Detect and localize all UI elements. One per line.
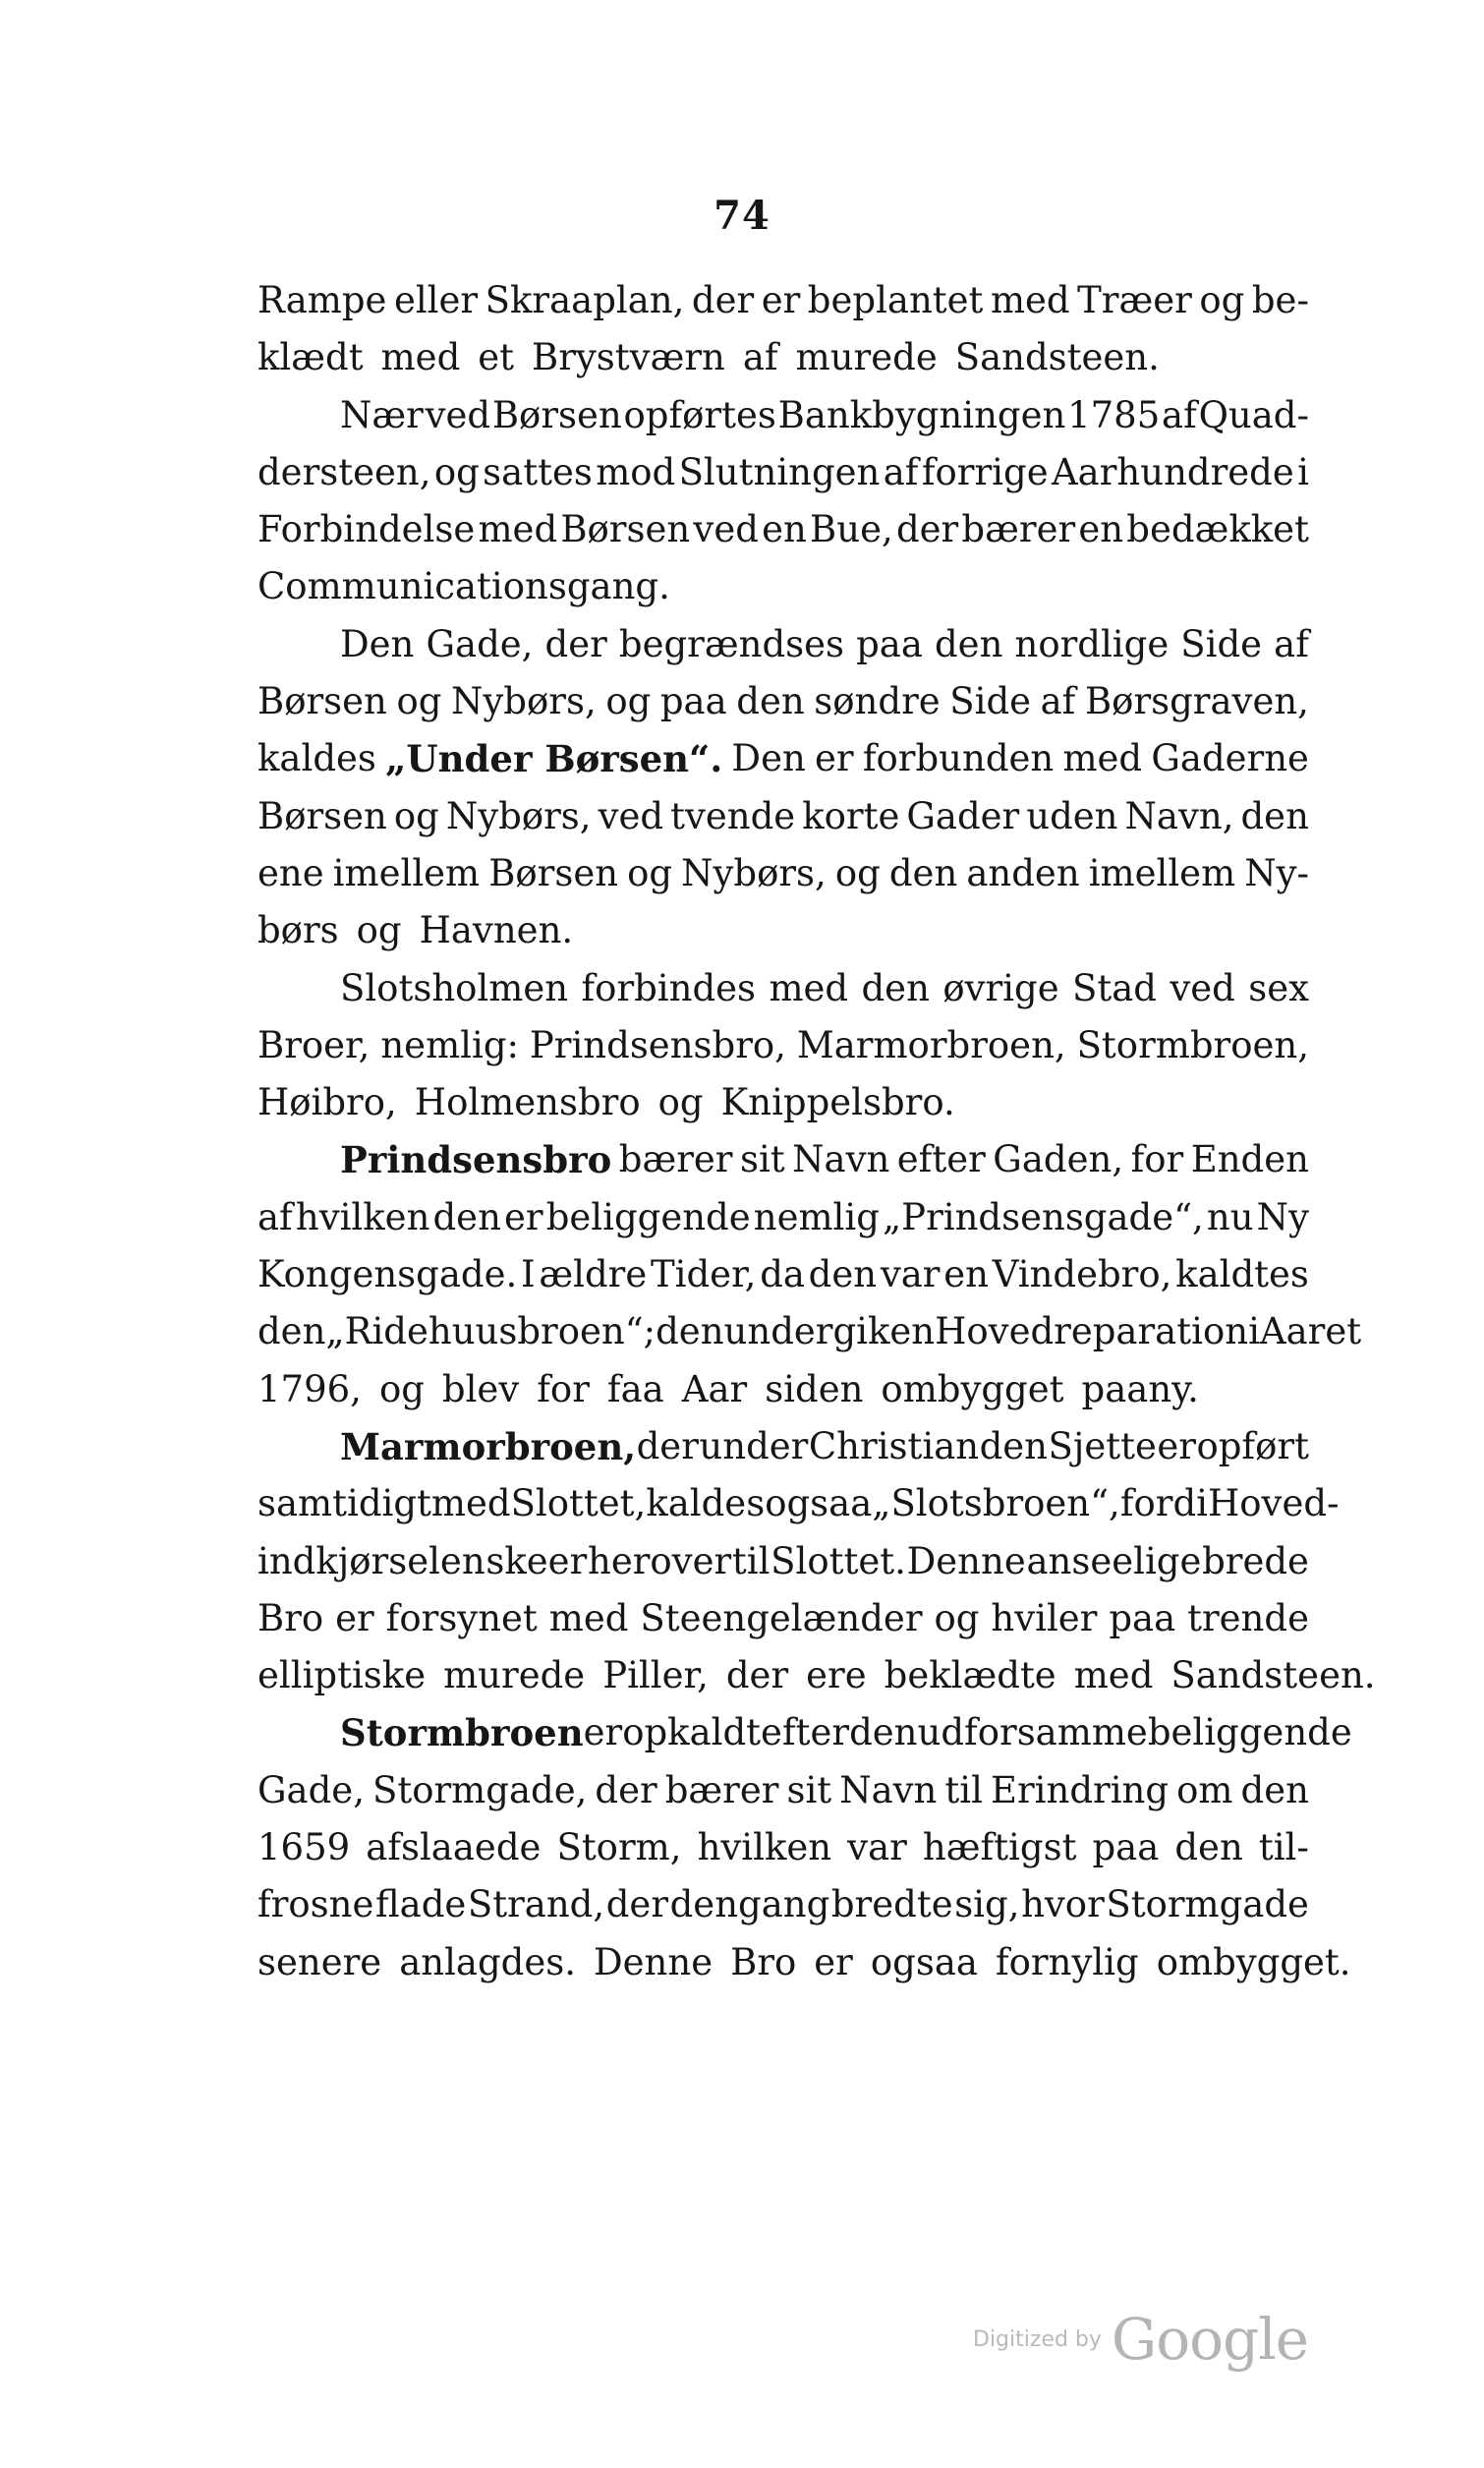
word: Denne — [906, 1539, 1026, 1582]
word: da — [760, 1253, 805, 1296]
word: sex — [1248, 966, 1309, 1009]
word: den — [1240, 1768, 1309, 1811]
word: opførtes — [623, 393, 776, 436]
word: Rampe — [257, 279, 387, 321]
word: forbindes — [581, 966, 757, 1009]
word: Aar — [681, 1367, 748, 1410]
word: paa — [1092, 1826, 1160, 1869]
word: ogsaa — [870, 1940, 978, 1983]
text-line — [257, 1475, 1340, 1532]
word: opført — [1196, 1424, 1309, 1467]
word: efter — [761, 1711, 850, 1754]
text-line — [257, 1533, 1309, 1590]
text-line — [257, 1647, 1376, 1704]
word: og — [1199, 279, 1245, 321]
word: og — [433, 450, 480, 493]
word: elliptiske — [257, 1654, 427, 1697]
text-line — [257, 501, 1309, 558]
word: Strand, — [467, 1883, 605, 1926]
text-line — [257, 1876, 1309, 1933]
word: bærer — [664, 1768, 779, 1811]
word: af — [1040, 680, 1076, 723]
word: anden — [966, 851, 1080, 894]
word: Træer — [1077, 279, 1192, 321]
word: bredte — [830, 1883, 953, 1926]
word: samme — [1016, 1711, 1148, 1754]
text-line — [257, 387, 1309, 444]
word: Piller, — [602, 1654, 709, 1697]
word: beliggende — [545, 1195, 751, 1238]
text-line — [257, 788, 1309, 845]
word: Børsen — [257, 680, 387, 723]
word: og — [657, 1081, 704, 1124]
word: nemlig: — [380, 1023, 519, 1066]
word: Gaden, — [993, 1138, 1124, 1181]
word: er — [814, 1940, 853, 1983]
word: begrændses — [618, 622, 845, 665]
word: var — [847, 1826, 907, 1869]
word: kaldes — [257, 737, 376, 780]
word: klædt — [257, 336, 364, 379]
text-line — [257, 272, 1309, 329]
word: hvilken — [295, 1195, 430, 1238]
word: Side — [1180, 622, 1263, 665]
word: Bankbygningen — [777, 393, 1066, 436]
word: trende — [1187, 1596, 1309, 1639]
word: eller — [393, 279, 479, 321]
word: med — [380, 336, 461, 379]
word: var — [880, 1253, 941, 1296]
word: og — [356, 909, 402, 952]
word: Denne — [594, 1940, 713, 1983]
word: „Slotsbroen“, — [872, 1482, 1120, 1525]
word: Holmensbro — [414, 1081, 641, 1124]
word: sig, — [954, 1883, 1020, 1926]
word: ombygget. — [1156, 1940, 1351, 1983]
word: paa — [1109, 1596, 1176, 1639]
word: fornylig — [995, 1940, 1139, 1983]
word: samtidigt — [257, 1482, 431, 1525]
word: imellem — [1088, 851, 1236, 894]
word: sit — [739, 1138, 785, 1181]
word: Stormgade, — [372, 1768, 588, 1811]
word: Kongensgade. — [257, 1253, 518, 1296]
word: til- — [1258, 1826, 1309, 1869]
word: I — [520, 1253, 536, 1296]
emphasized-word: Prindsensbro — [340, 1138, 612, 1182]
word: Stad — [1071, 966, 1157, 1009]
text-line — [257, 444, 1309, 501]
emphasized-word: „Under Børsen“. — [385, 737, 723, 781]
word: Sandsteen. — [954, 336, 1160, 379]
word: sattes — [483, 450, 593, 493]
word: Marmorbroen, — [796, 1023, 1066, 1066]
word: er — [335, 1596, 374, 1639]
word: Havnen. — [419, 909, 574, 952]
text-line — [257, 1934, 1351, 1991]
word: hviler — [991, 1596, 1098, 1639]
word: Navn — [792, 1138, 890, 1181]
word: murede — [795, 336, 938, 379]
word: indkjørselen — [257, 1539, 485, 1582]
word: Nybørs, — [451, 680, 597, 723]
word: Aaret — [1259, 1310, 1362, 1353]
word: en — [762, 508, 807, 551]
text-line — [257, 845, 1309, 902]
word: Hoved- — [1208, 1482, 1340, 1525]
word: bærer — [961, 508, 1076, 551]
word: der — [595, 1768, 657, 1811]
word: Slotsholmen — [340, 966, 569, 1009]
word: paany. — [1081, 1367, 1199, 1410]
word: er — [1157, 1424, 1196, 1467]
word: opkaldt — [622, 1711, 762, 1754]
word: ældre — [539, 1253, 648, 1296]
word: Aarhundrede — [1051, 450, 1294, 493]
word: Erindring — [990, 1768, 1170, 1811]
word: Knippelsbro. — [720, 1081, 955, 1124]
word: om — [1176, 1768, 1233, 1811]
text-line — [257, 1361, 1309, 1418]
word: nordlige — [1014, 622, 1170, 665]
text-line — [257, 1762, 1309, 1819]
word: og — [834, 851, 881, 894]
word: Høibro, — [257, 1081, 397, 1124]
word: Stormbroen, — [1076, 1023, 1309, 1066]
word: ved — [1170, 966, 1235, 1009]
word: uden — [1026, 794, 1118, 837]
word: ere — [806, 1654, 867, 1697]
word: ombygget — [881, 1367, 1064, 1410]
word: Storm, — [556, 1826, 682, 1869]
word: af — [1274, 622, 1309, 665]
word: til — [731, 1539, 771, 1582]
page-number: 74 — [713, 193, 771, 239]
text-line — [257, 1819, 1309, 1876]
word: der — [691, 279, 755, 321]
word: Slottet, — [510, 1482, 647, 1525]
word: frosne — [257, 1883, 374, 1926]
word: afslaaede — [366, 1826, 542, 1869]
word: med — [1062, 737, 1143, 780]
word: murede — [443, 1654, 586, 1697]
word: den — [849, 1711, 918, 1754]
word: fordi — [1119, 1482, 1209, 1525]
word: mod — [596, 450, 676, 493]
word: der — [895, 508, 959, 551]
text-line — [257, 1131, 1309, 1188]
word: faa — [606, 1367, 664, 1410]
digitized-by-label: Digitized by — [973, 2326, 1102, 2352]
word: den — [861, 966, 930, 1009]
text-line — [257, 960, 1309, 1017]
word: Børsgraven, — [1084, 680, 1309, 723]
word: hvilken — [697, 1826, 832, 1869]
word: til — [944, 1768, 983, 1811]
word: tvende — [670, 794, 796, 837]
text-line — [257, 673, 1309, 730]
word: hvor — [1021, 1883, 1105, 1926]
word: med — [769, 966, 849, 1009]
word: anlagdes. — [399, 1940, 576, 1983]
word: forbunden — [862, 737, 1055, 780]
word: Bue, — [810, 508, 893, 551]
word: be- — [1251, 279, 1309, 321]
body-text — [257, 272, 1376, 1991]
word: der — [544, 622, 607, 665]
word: for — [1130, 1138, 1184, 1181]
word: Nær — [340, 393, 424, 436]
word: Den — [340, 622, 415, 665]
word: ved — [425, 393, 491, 436]
word: kaldes — [646, 1482, 766, 1525]
word: Broer, — [257, 1023, 371, 1066]
word: Sandsteen. — [1170, 1654, 1376, 1697]
word: „Ridehuusbroen“; — [325, 1310, 656, 1353]
word: Nybørs, — [681, 851, 827, 894]
word: den — [888, 851, 958, 894]
text-line — [257, 616, 1309, 673]
word: paa — [856, 622, 923, 665]
word: skeer — [485, 1539, 588, 1582]
word: efter — [896, 1138, 986, 1181]
word: Gade, — [257, 1768, 365, 1811]
word: Prindsensbro, — [529, 1023, 786, 1066]
word: der — [605, 1883, 669, 1926]
word: Tider, — [650, 1253, 757, 1296]
word: den — [736, 680, 805, 723]
word: hæftigst — [922, 1826, 1077, 1869]
text-line — [257, 1303, 1362, 1360]
word: korte — [802, 794, 900, 837]
word: børs — [257, 909, 339, 952]
text-line — [257, 902, 1309, 959]
word: Ny- — [1244, 851, 1309, 894]
word: kaldtes — [1175, 1253, 1309, 1296]
word: et — [478, 336, 515, 379]
word: bedækket — [1126, 508, 1309, 551]
word: en — [1078, 508, 1124, 551]
text-line — [257, 558, 1309, 615]
word: Side — [949, 680, 1032, 723]
word: og — [378, 1367, 425, 1410]
word: den — [432, 1195, 501, 1238]
word: 1659 — [257, 1826, 351, 1869]
word: Skraaplan, — [485, 279, 685, 321]
word: nu — [1206, 1195, 1254, 1238]
word: øvrige — [942, 966, 1059, 1009]
text-line — [257, 1017, 1309, 1074]
word: brede — [1202, 1539, 1309, 1582]
text-line — [257, 329, 1309, 386]
word: Ny — [1256, 1195, 1309, 1238]
word: Børsen — [488, 851, 619, 894]
word: og — [393, 794, 439, 837]
word: sit — [786, 1768, 832, 1811]
word: af — [1162, 393, 1197, 436]
word: Bro — [730, 1940, 797, 1983]
word: Børsen — [257, 794, 387, 837]
text-line — [257, 1246, 1309, 1303]
word: dersteen, — [257, 450, 431, 493]
word: i — [1297, 450, 1309, 493]
word: Navn, — [1124, 794, 1234, 837]
word: Hovedreparation — [935, 1310, 1249, 1353]
word: og — [605, 680, 652, 723]
word: den — [979, 1424, 1049, 1467]
word: den — [656, 1310, 724, 1353]
word: Christian — [808, 1424, 980, 1467]
emphasized-word: Marmorbroen, — [340, 1424, 637, 1468]
word: forsynet — [385, 1596, 538, 1639]
word: Enden — [1190, 1138, 1309, 1181]
word: med — [430, 1482, 511, 1525]
word: er — [504, 1195, 543, 1238]
word: en — [943, 1253, 989, 1296]
word: Navn — [839, 1768, 938, 1811]
word: Gaderne — [1151, 737, 1309, 780]
word: nemlig — [753, 1195, 880, 1238]
word: ene — [257, 851, 324, 894]
word: den — [257, 1310, 326, 1353]
word: herover — [587, 1539, 732, 1582]
word: Communicationsgang. — [257, 565, 670, 608]
google-logo: Google — [1111, 2306, 1309, 2373]
word: imellem — [332, 851, 481, 894]
word: den — [934, 622, 1003, 665]
word: og — [627, 851, 673, 894]
word: der — [725, 1654, 789, 1697]
word: Slutningen — [678, 450, 881, 493]
word: er — [815, 737, 854, 780]
word: senere — [257, 1940, 382, 1983]
word: Brystværn — [532, 336, 725, 379]
word: siden — [765, 1367, 864, 1410]
word: „Prindsensgade“, — [883, 1195, 1204, 1238]
word: den — [1240, 794, 1309, 837]
word: af — [257, 1195, 293, 1238]
word: Gade, — [426, 622, 534, 665]
word: med — [478, 508, 558, 551]
word: paa — [659, 680, 727, 723]
word: Slottet. — [771, 1539, 906, 1582]
text-line — [257, 1590, 1309, 1647]
word: af — [742, 336, 778, 379]
word: bærer — [618, 1138, 733, 1181]
word: beklædte — [884, 1654, 1056, 1697]
text-line — [257, 730, 1309, 787]
word: beplantet — [807, 279, 984, 321]
word: ved — [693, 508, 759, 551]
word: i — [1248, 1310, 1260, 1353]
word: den — [808, 1253, 878, 1296]
word: den — [1174, 1826, 1243, 1869]
word: Gader — [906, 794, 1020, 837]
word: Stormgade — [1106, 1883, 1309, 1926]
text-line — [257, 1418, 1309, 1475]
word: Nybørs, — [445, 794, 592, 837]
word: Børsen — [491, 393, 622, 436]
emphasized-word: Stormbroen — [340, 1711, 584, 1755]
word: anseelige — [1026, 1539, 1202, 1582]
word: forrige — [921, 450, 1049, 493]
word: 1796, — [257, 1367, 362, 1410]
word: flade — [374, 1883, 467, 1926]
text-line — [257, 1189, 1309, 1246]
word: er — [761, 279, 801, 321]
word: for — [537, 1367, 590, 1410]
word: en — [889, 1310, 936, 1353]
word: Bro — [257, 1596, 324, 1639]
word: der — [636, 1424, 699, 1467]
word: ved — [598, 794, 664, 837]
word: dengang — [669, 1883, 830, 1926]
word: søndre — [814, 680, 941, 723]
word: udfor — [917, 1711, 1017, 1754]
word: er — [583, 1711, 623, 1754]
word: ogsaa — [765, 1482, 873, 1525]
word: Vindebro, — [992, 1253, 1172, 1296]
word: og — [934, 1596, 980, 1639]
word: Forbindelse — [257, 508, 476, 551]
word: Den — [731, 737, 806, 780]
word: undergik — [723, 1310, 890, 1353]
word: under — [699, 1424, 809, 1467]
word: blev — [441, 1367, 520, 1410]
word: Steengelænder — [640, 1596, 923, 1639]
word: beliggende — [1147, 1711, 1352, 1754]
text-line — [257, 1074, 1309, 1131]
word: Børsen — [560, 508, 691, 551]
text-line — [257, 1704, 1352, 1761]
word: Sjette — [1048, 1424, 1157, 1467]
word: 1785 — [1067, 393, 1161, 436]
digitized-by-google-watermark — [973, 2300, 1308, 2379]
word: med — [990, 279, 1070, 321]
word: Quad- — [1198, 393, 1309, 436]
word: med — [1073, 1654, 1154, 1697]
word: og — [396, 680, 442, 723]
word: af — [883, 450, 919, 493]
word: med — [548, 1596, 629, 1639]
